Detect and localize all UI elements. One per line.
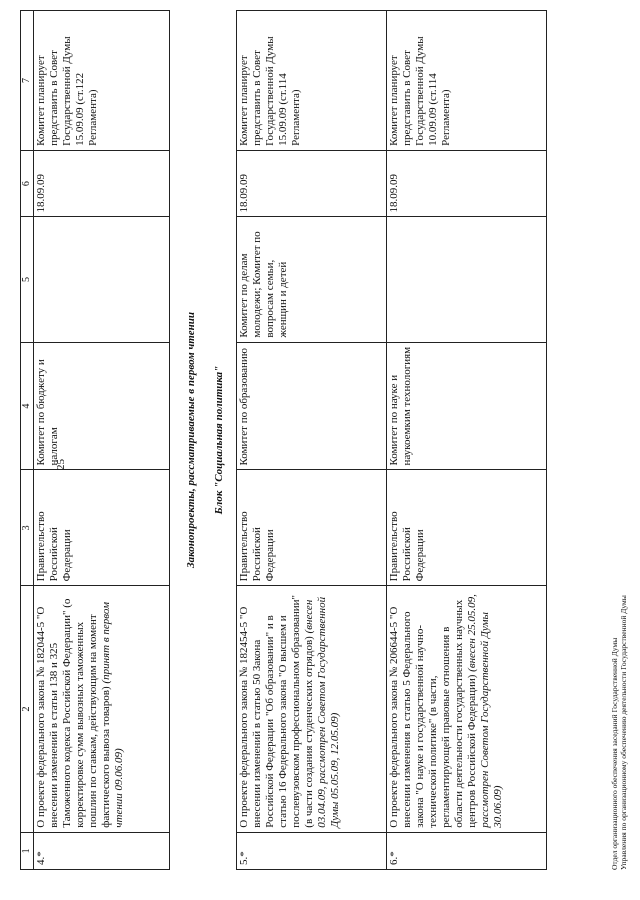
date: 18.09.09 [237, 150, 387, 217]
bill-note: (принят в первом чтении 09.06.09) [99, 602, 125, 828]
col-header: 1 [21, 832, 34, 869]
date: 18.09.09 [387, 150, 547, 217]
date: 18.09.09 [34, 150, 169, 217]
bill-title: О проекте федерального закона № 182454-5 [238, 621, 250, 828]
initiator: Правительство Российской Федерации [34, 470, 169, 586]
footer-line: Управления по организационному обеспечению деятельности Государственной Думы [619, 595, 629, 870]
table-row [34, 10, 170, 870]
bill-body: "О внесении изменения в статью 5 Федерального закона "О науке и государственной научно-технической политике" (в части, регламентирующей правовые отношения в области деятельности государственных научных центров Российской Федерации) [388, 599, 478, 828]
section-title: Законопроекты, рассматриваемые в первом чтении [185, 312, 197, 568]
table-header [20, 10, 34, 870]
bill-title: О проекте федерального закона № 182044-5 [35, 621, 47, 828]
table-row [237, 11, 387, 870]
col-header: 2 [21, 586, 34, 832]
row-number: 5.* [237, 832, 387, 869]
responsible-committee: Комитет по науке и наукоемким технологиям [387, 342, 547, 470]
responsible-committee: Комитет по образованию [237, 342, 387, 470]
initiator: Правительство Российской Федерации [237, 470, 387, 586]
table-row [387, 11, 547, 870]
page-number: 25 [55, 459, 67, 470]
co-committee: Комитет по делам молодежи; Комитет по вопросам семьи, женщин и детей [237, 217, 387, 342]
status: Комитет планирует представить в Совет Государственной Думы 15.09.09 (ст.122 Регламента) [34, 11, 169, 151]
bill-note: (внесен 03.04.09, рассмотрен Советом Государственной Думы 05.05.09, 12.05.09) [302, 596, 341, 828]
co-committee [387, 217, 547, 342]
status: Комитет планирует представить в Совет Государственной Думы 10.09.09 (ст.114 Регламента) [387, 11, 547, 151]
initiator: Правительство Российской Федерации [387, 470, 547, 586]
bill-note: (внесен 25.05.09, рассмотрен Советом Государственной Думы 30.06.09) [465, 594, 504, 828]
responsible-committee: Комитет по бюджету и налогам [34, 342, 169, 470]
col-header: 3 [21, 470, 34, 586]
col-header: 7 [21, 11, 34, 151]
col-header: 5 [21, 217, 34, 342]
row-number: 4.* [34, 832, 169, 869]
footer-line: Отдел организационного обеспечения заседаний Государственной Думы [610, 637, 619, 870]
co-committee [34, 217, 169, 342]
table-body [236, 10, 547, 870]
col-header: 4 [21, 342, 34, 470]
bill-body: "О внесении изменений в статьи 138 и 325 Таможенного кодекса Российской Федерации" (о корректировке сумм вывозных таможенных пошлин по ставкам, действующим на момент фактического вывоза товаров) [35, 598, 112, 828]
col-header: 6 [21, 150, 34, 217]
bill-title: О проекте федерального закона № 206644-5 [388, 621, 400, 828]
row-number: 6.* [387, 832, 547, 869]
status: Комитет планирует представить в Совет Государственной Думы 15.09.09 (ст.114 Регламента) [237, 11, 387, 151]
footer [610, 595, 629, 870]
bill-body: "О внесении изменений в статью 50 Закона Российской Федерации "Об образовании" и в статью 16 Федерального закона "О высшем и послевузовском профессиональном образовании" (в части создания студенческих отрядов) [238, 594, 315, 828]
block-title: Блок "Социальная политика" [213, 365, 225, 515]
